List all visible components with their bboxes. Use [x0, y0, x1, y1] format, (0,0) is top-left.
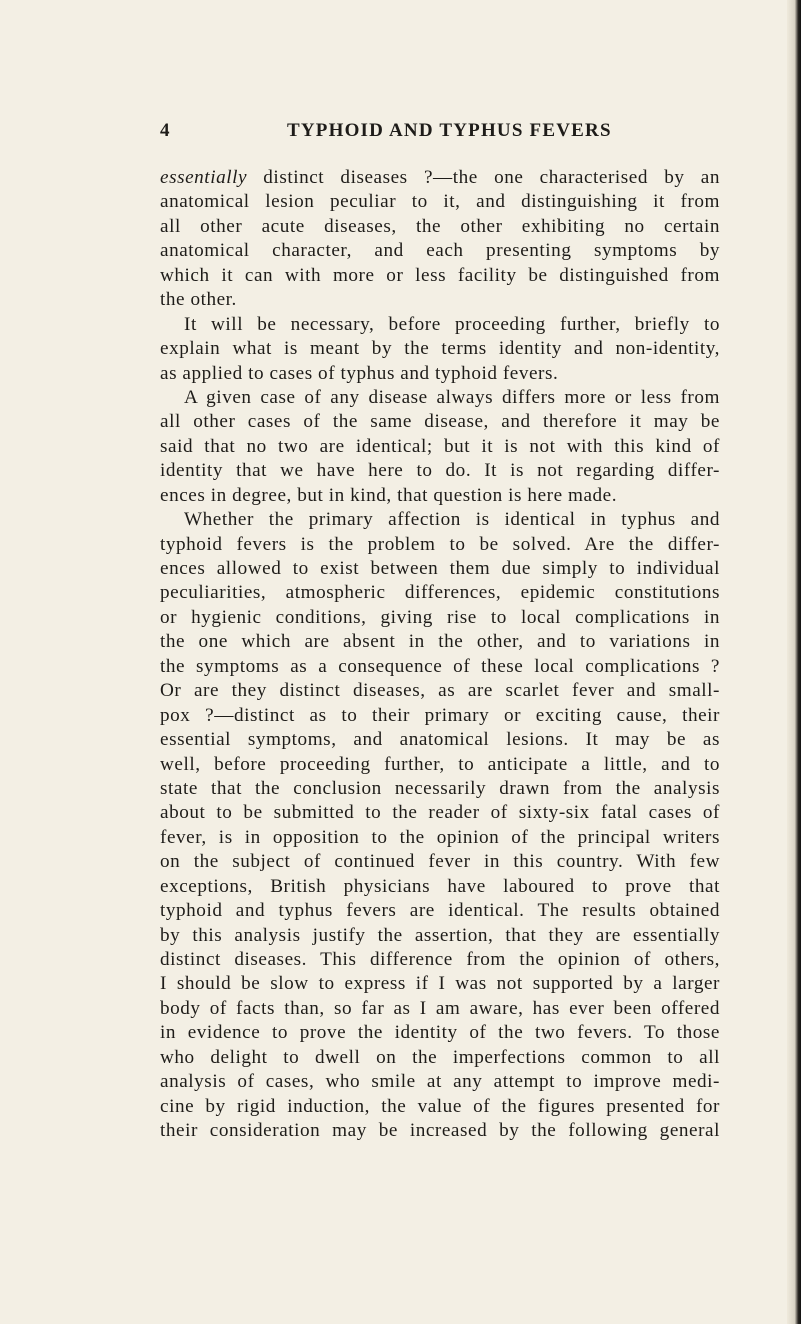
text-line: body of facts than, so far as I am aware, has ever been offered — [160, 997, 720, 1019]
text-line: who delight to dwell on the imperfections common to all — [160, 1046, 720, 1068]
running-head: TYPHOID AND TYPHUS FEVERS — [287, 120, 612, 141]
text-line: in evidence to prove the identity of the two fevers. To those — [160, 1022, 720, 1044]
text-line: anatomical lesion peculiar to it, and distinguishing it from — [160, 191, 720, 213]
text-line: typhoid and typhus fevers are identical. The results obtained — [160, 900, 720, 922]
text-line: all other acute diseases, the other exhibiting no certain — [160, 215, 720, 237]
text-line: identity that we have here to do. It is not regarding differ- — [160, 460, 720, 482]
text-line: cine by rigid induction, the value of the figures presented for — [160, 1095, 720, 1117]
text-line: ences allowed to exist between them due simply to individual — [160, 558, 720, 579]
text-line: all other cases of the same disease, and therefore it may be — [160, 411, 720, 433]
text-line: pox ?—distinct as to their primary or exciting cause, their — [160, 704, 720, 726]
text-line: A given case of any disease always differs more or less from — [184, 386, 720, 408]
text-line: Whether the primary affection is identical in typhus and — [184, 509, 720, 531]
text-line: state that the conclusion necessarily drawn from the analysis — [160, 777, 720, 799]
text-line: essential symptoms, and anatomical lesions. It may be as — [160, 729, 720, 751]
text-line: their consideration may be increased by the following general — [160, 1120, 720, 1142]
text-line: anatomical character, and each presenting symptoms by — [160, 240, 720, 262]
text-line: or hygienic conditions, giving rise to local complications in — [160, 606, 720, 628]
text-line: explain what is meant by the terms identity and non-identity, — [160, 338, 720, 360]
text-line: fever, is in opposition to the opinion of the principal writers — [160, 826, 720, 848]
page-edge — [787, 0, 801, 1324]
text-line: distinct diseases. This difference from the opinion of others, — [160, 949, 720, 970]
text-line: peculiarities, atmospheric differences, epidemic constitutions — [160, 582, 720, 604]
text-line: on the subject of continued fever in this country. With few — [160, 851, 720, 873]
text-line: the one which are absent in the other, and to variations in — [160, 631, 720, 653]
text-line: by this analysis justify the assertion, that they are essentially — [160, 924, 720, 946]
text-line: ences in degree, but in kind, that question is here made. — [160, 484, 618, 506]
text-line: about to be submitted to the reader of sixty-six fatal cases of — [160, 802, 720, 824]
text-line: I should be slow to express if I was not supported by a larger — [160, 973, 720, 995]
text-line: exceptions, British physicians have laboured to prove that — [160, 875, 720, 897]
text-line: typhoid fevers is the problem to be solved. Are the differ- — [160, 533, 720, 555]
text-line: as applied to cases of typhus and typhoid fevers. — [160, 362, 559, 384]
italic-word: essentially — [160, 167, 248, 188]
text-line: It will be necessary, before proceeding further, briefly to — [184, 313, 720, 335]
text-line: the other. — [160, 289, 237, 311]
text-line: Or are they distinct diseases, as are scarlet fever and small- — [160, 680, 720, 702]
page-number: 4 — [160, 120, 170, 141]
line-text: distinct diseases ?—the one characterised by an — [247, 167, 720, 188]
text-line: said that no two are identical; but it is not with this kind of — [160, 435, 720, 457]
text-line: analysis of cases, who smile at any attempt to improve medi- — [160, 1071, 720, 1093]
text-line: which it can with more or less facility be distinguished from — [160, 264, 720, 286]
text-line — [160, 166, 720, 190]
text-line: well, before proceeding further, to anticipate a little, and to — [160, 753, 720, 775]
text-line: the symptoms as a consequence of these local complications ? — [160, 655, 720, 677]
body-text — [160, 166, 720, 1144]
page-header — [160, 120, 720, 148]
